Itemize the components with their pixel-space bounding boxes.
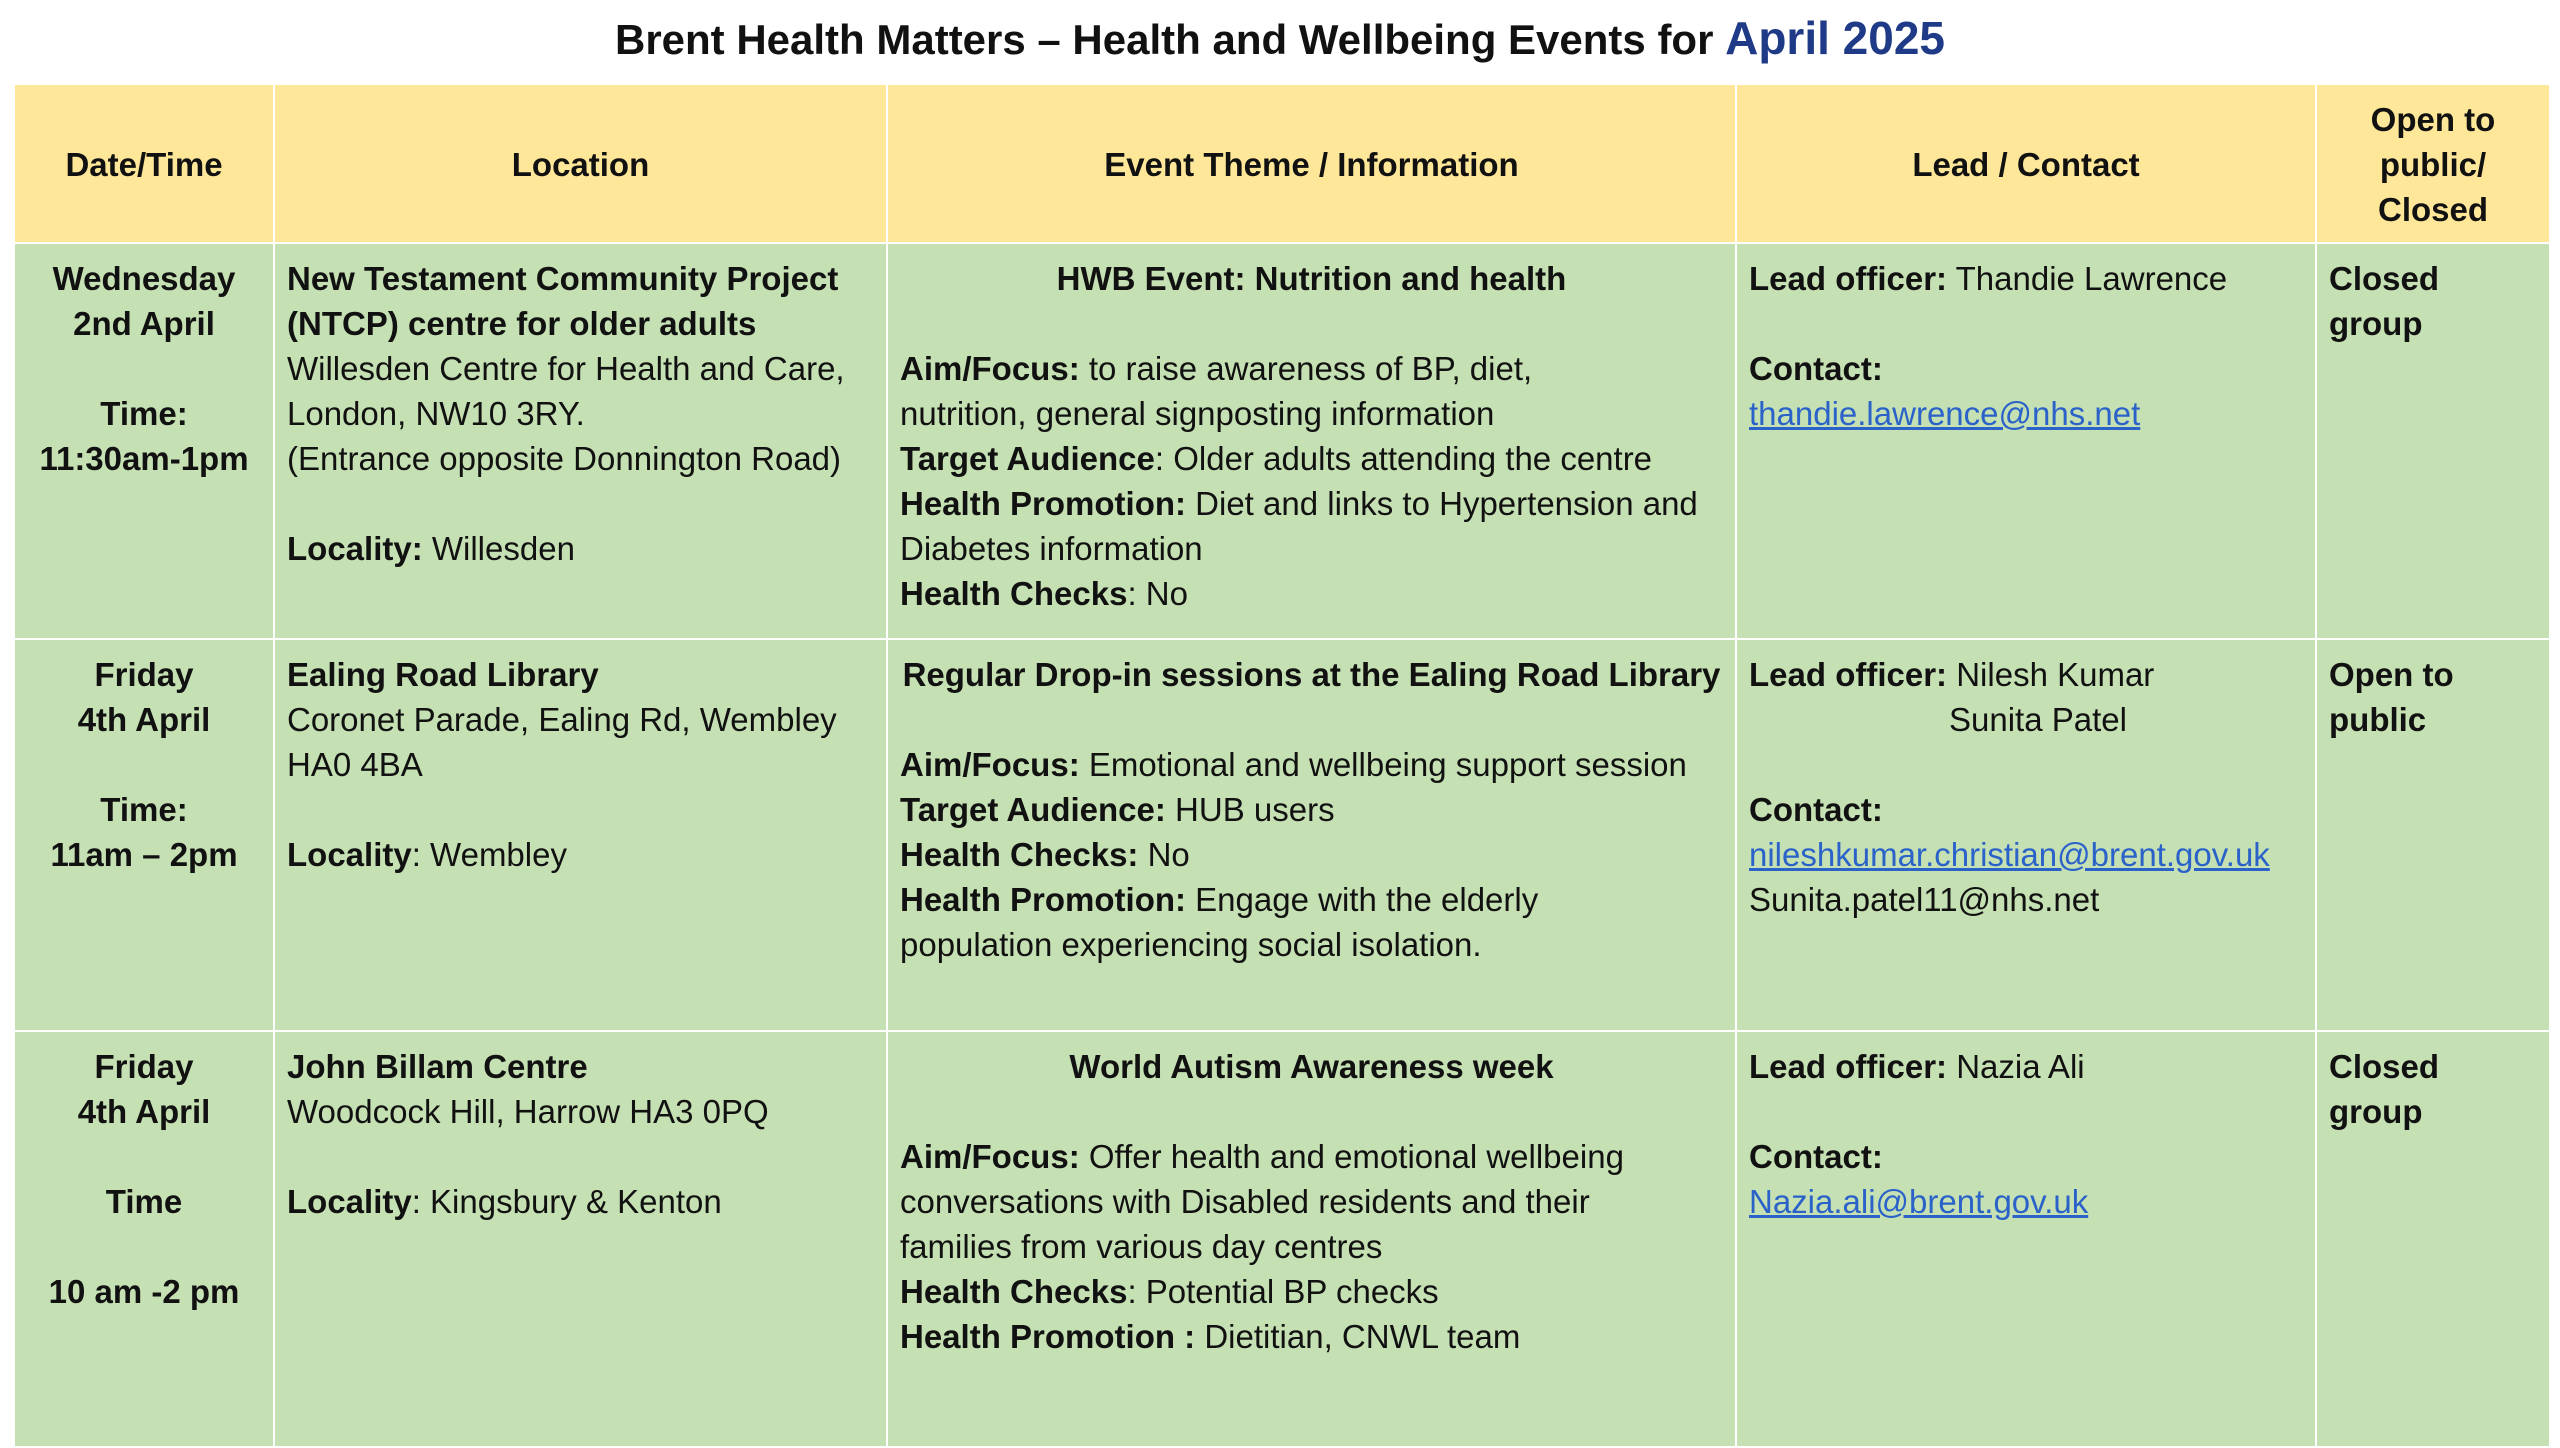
promotion-value: Engage with the elderly [1186, 881, 1539, 918]
address-line: HA0 4BA [287, 746, 423, 783]
page-title [0, 8, 2560, 70]
locality-value: : Kingsbury & Kenton [411, 1183, 722, 1220]
theme-cell [887, 639, 1736, 1031]
health-checks [900, 1269, 1723, 1314]
aim-value-2: conversations with Disabled residents and their [900, 1183, 1590, 1220]
lead-cell [1736, 1031, 2316, 1447]
event-date: 2nd April [73, 305, 215, 342]
checks-value: : No [1127, 575, 1188, 612]
locality [287, 832, 874, 877]
status-cell [2316, 1031, 2550, 1447]
checks-label: Health Checks: [900, 836, 1139, 873]
address-line: Coronet Parade, Ealing Rd, Wembley [287, 701, 837, 738]
lead-label: Lead officer: [1749, 656, 1948, 693]
locality [287, 526, 874, 571]
audience-label: Target Audience [900, 440, 1155, 477]
target-audience [900, 787, 1723, 832]
aim-focus [900, 346, 1723, 391]
promotion-value: Diet and links to Hypertension and [1186, 485, 1698, 522]
health-checks [900, 832, 1723, 877]
header-open-line1: Open to [2370, 101, 2496, 138]
address-line: London, NW10 3RY. [287, 395, 585, 432]
theme-cell [887, 243, 1736, 639]
title-main: Brent Health Matters – Health and Wellbeing Events for [614, 16, 1726, 63]
aim-focus [900, 742, 1723, 787]
address-line: Willesden Centre for Health and Care, [287, 350, 845, 387]
time-label: Time: [100, 791, 188, 828]
locality-value: Willesden [422, 530, 575, 567]
event-date: 4th April [77, 1093, 211, 1130]
status-cell [2316, 243, 2550, 639]
health-promotion [900, 1314, 1723, 1359]
aim-focus [900, 1134, 1723, 1179]
venue-name: John Billam Centre [287, 1048, 588, 1085]
locality [287, 1179, 874, 1224]
location-cell [274, 1031, 887, 1447]
event-time: 11:30am-1pm [39, 440, 249, 477]
locality-label: Locality [287, 836, 412, 873]
status-cell [2316, 639, 2550, 1031]
lead-label: Lead officer: [1749, 1048, 1948, 1085]
date-cell [14, 639, 274, 1031]
header-theme: Event Theme / Information [887, 84, 1736, 243]
theme-title: Regular Drop-in sessions at the Ealing Road Library [902, 656, 1721, 693]
promotion-value: Dietitian, CNWL team [1195, 1318, 1521, 1355]
access-status: Closed group [2329, 1048, 2440, 1130]
venue-name-2: (NTCP) centre for older adults [287, 305, 757, 342]
health-promotion [900, 481, 1723, 526]
title-month: April 2025 [1725, 12, 1945, 64]
locality-label: Locality: [287, 530, 423, 567]
lead-label: Lead officer: [1749, 260, 1948, 297]
events-table [13, 83, 2551, 1448]
theme-cell [887, 1031, 1736, 1447]
theme-title: HWB Event: Nutrition and health [1056, 260, 1567, 297]
header-date: Date/Time [14, 84, 274, 243]
event-time: 11am – 2pm [50, 836, 238, 873]
header-lead: Lead / Contact [1736, 84, 2316, 243]
address-line: Woodcock Hill, Harrow HA3 0PQ [287, 1093, 769, 1130]
header-open-line3: Closed [2377, 191, 2489, 228]
promotion-value-2: population experiencing social isolation. [900, 926, 1482, 963]
lead-name-2: Sunita Patel [1949, 701, 2127, 738]
event-day: Friday [94, 1048, 194, 1085]
contact-email-link[interactable]: Nazia.ali@brent.gov.uk [1749, 1183, 2089, 1220]
contact-email-link[interactable]: nileshkumar.christian@brent.gov.uk [1749, 836, 2270, 873]
table-row [14, 639, 2550, 1031]
checks-label: Health Checks [900, 575, 1128, 612]
table-row [14, 1031, 2550, 1447]
aim-value: Offer health and emotional wellbeing [1079, 1138, 1624, 1175]
lead-name: Thandie Lawrence [1947, 260, 2228, 297]
event-day: Friday [94, 656, 194, 693]
checks-value: : Potential BP checks [1127, 1273, 1439, 1310]
contact-label: Contact: [1749, 350, 1883, 387]
lead-name: Nilesh Kumar [1947, 656, 2155, 693]
checks-value: No [1138, 836, 1190, 873]
event-date: 4th April [77, 701, 211, 738]
header-open [2316, 84, 2550, 243]
lead-name: Nazia Ali [1947, 1048, 2085, 1085]
contact-label: Contact: [1749, 791, 1883, 828]
audience-value: : Older adults attending the centre [1154, 440, 1653, 477]
header-open-line2: public/ [2379, 146, 2487, 183]
health-promotion [900, 877, 1723, 922]
location-cell [274, 243, 887, 639]
event-day: Wednesday [52, 260, 236, 297]
contact-email-link[interactable]: thandie.lawrence@nhs.net [1749, 395, 2141, 432]
aim-value-3: families from various day centres [900, 1228, 1383, 1265]
promotion-label: Health Promotion: [900, 881, 1186, 918]
aim-label: Aim/Focus: [900, 1138, 1080, 1175]
contact-label: Contact: [1749, 1138, 1883, 1175]
audience-label: Target Audience: [900, 791, 1166, 828]
aim-label: Aim/Focus: [900, 350, 1080, 387]
access-status-2: public [2329, 701, 2427, 738]
header-location: Location [274, 84, 887, 243]
header-row [14, 84, 2550, 243]
aim-value-2: nutrition, general signposting information [900, 395, 1495, 432]
aim-value: Emotional and wellbeing support session [1079, 746, 1687, 783]
audience-value: HUB users [1165, 791, 1335, 828]
promotion-label: Health Promotion : [900, 1318, 1196, 1355]
checks-label: Health Checks [900, 1273, 1128, 1310]
lead-officer [1749, 652, 2303, 697]
access-status: Closed group [2329, 260, 2440, 342]
time-label: Time [105, 1183, 183, 1220]
access-status: Open to [2329, 656, 2454, 693]
date-cell [14, 243, 274, 639]
locality-value: : Wembley [411, 836, 567, 873]
health-checks [900, 571, 1723, 616]
time-label: Time: [100, 395, 188, 432]
promotion-value-2: Diabetes information [900, 530, 1203, 567]
location-cell [274, 639, 887, 1031]
contact-email-2: Sunita.patel11@nhs.net [1749, 881, 2100, 918]
table-row [14, 243, 2550, 639]
aim-label: Aim/Focus: [900, 746, 1080, 783]
venue-name: New Testament Community Project [287, 260, 839, 297]
lead-cell [1736, 639, 2316, 1031]
lead-officer [1749, 1044, 2303, 1089]
lead-cell [1736, 243, 2316, 639]
locality-label: Locality [287, 1183, 412, 1220]
venue-name: Ealing Road Library [287, 656, 599, 693]
date-cell [14, 1031, 274, 1447]
event-time: 10 am -2 pm [48, 1273, 240, 1310]
theme-title: World Autism Awareness week [1069, 1048, 1554, 1085]
aim-value: to raise awareness of BP, diet, [1079, 350, 1533, 387]
address-line: (Entrance opposite Donnington Road) [287, 440, 842, 477]
promotion-label: Health Promotion: [900, 485, 1186, 522]
lead-officer [1749, 256, 2303, 301]
target-audience [900, 436, 1723, 481]
